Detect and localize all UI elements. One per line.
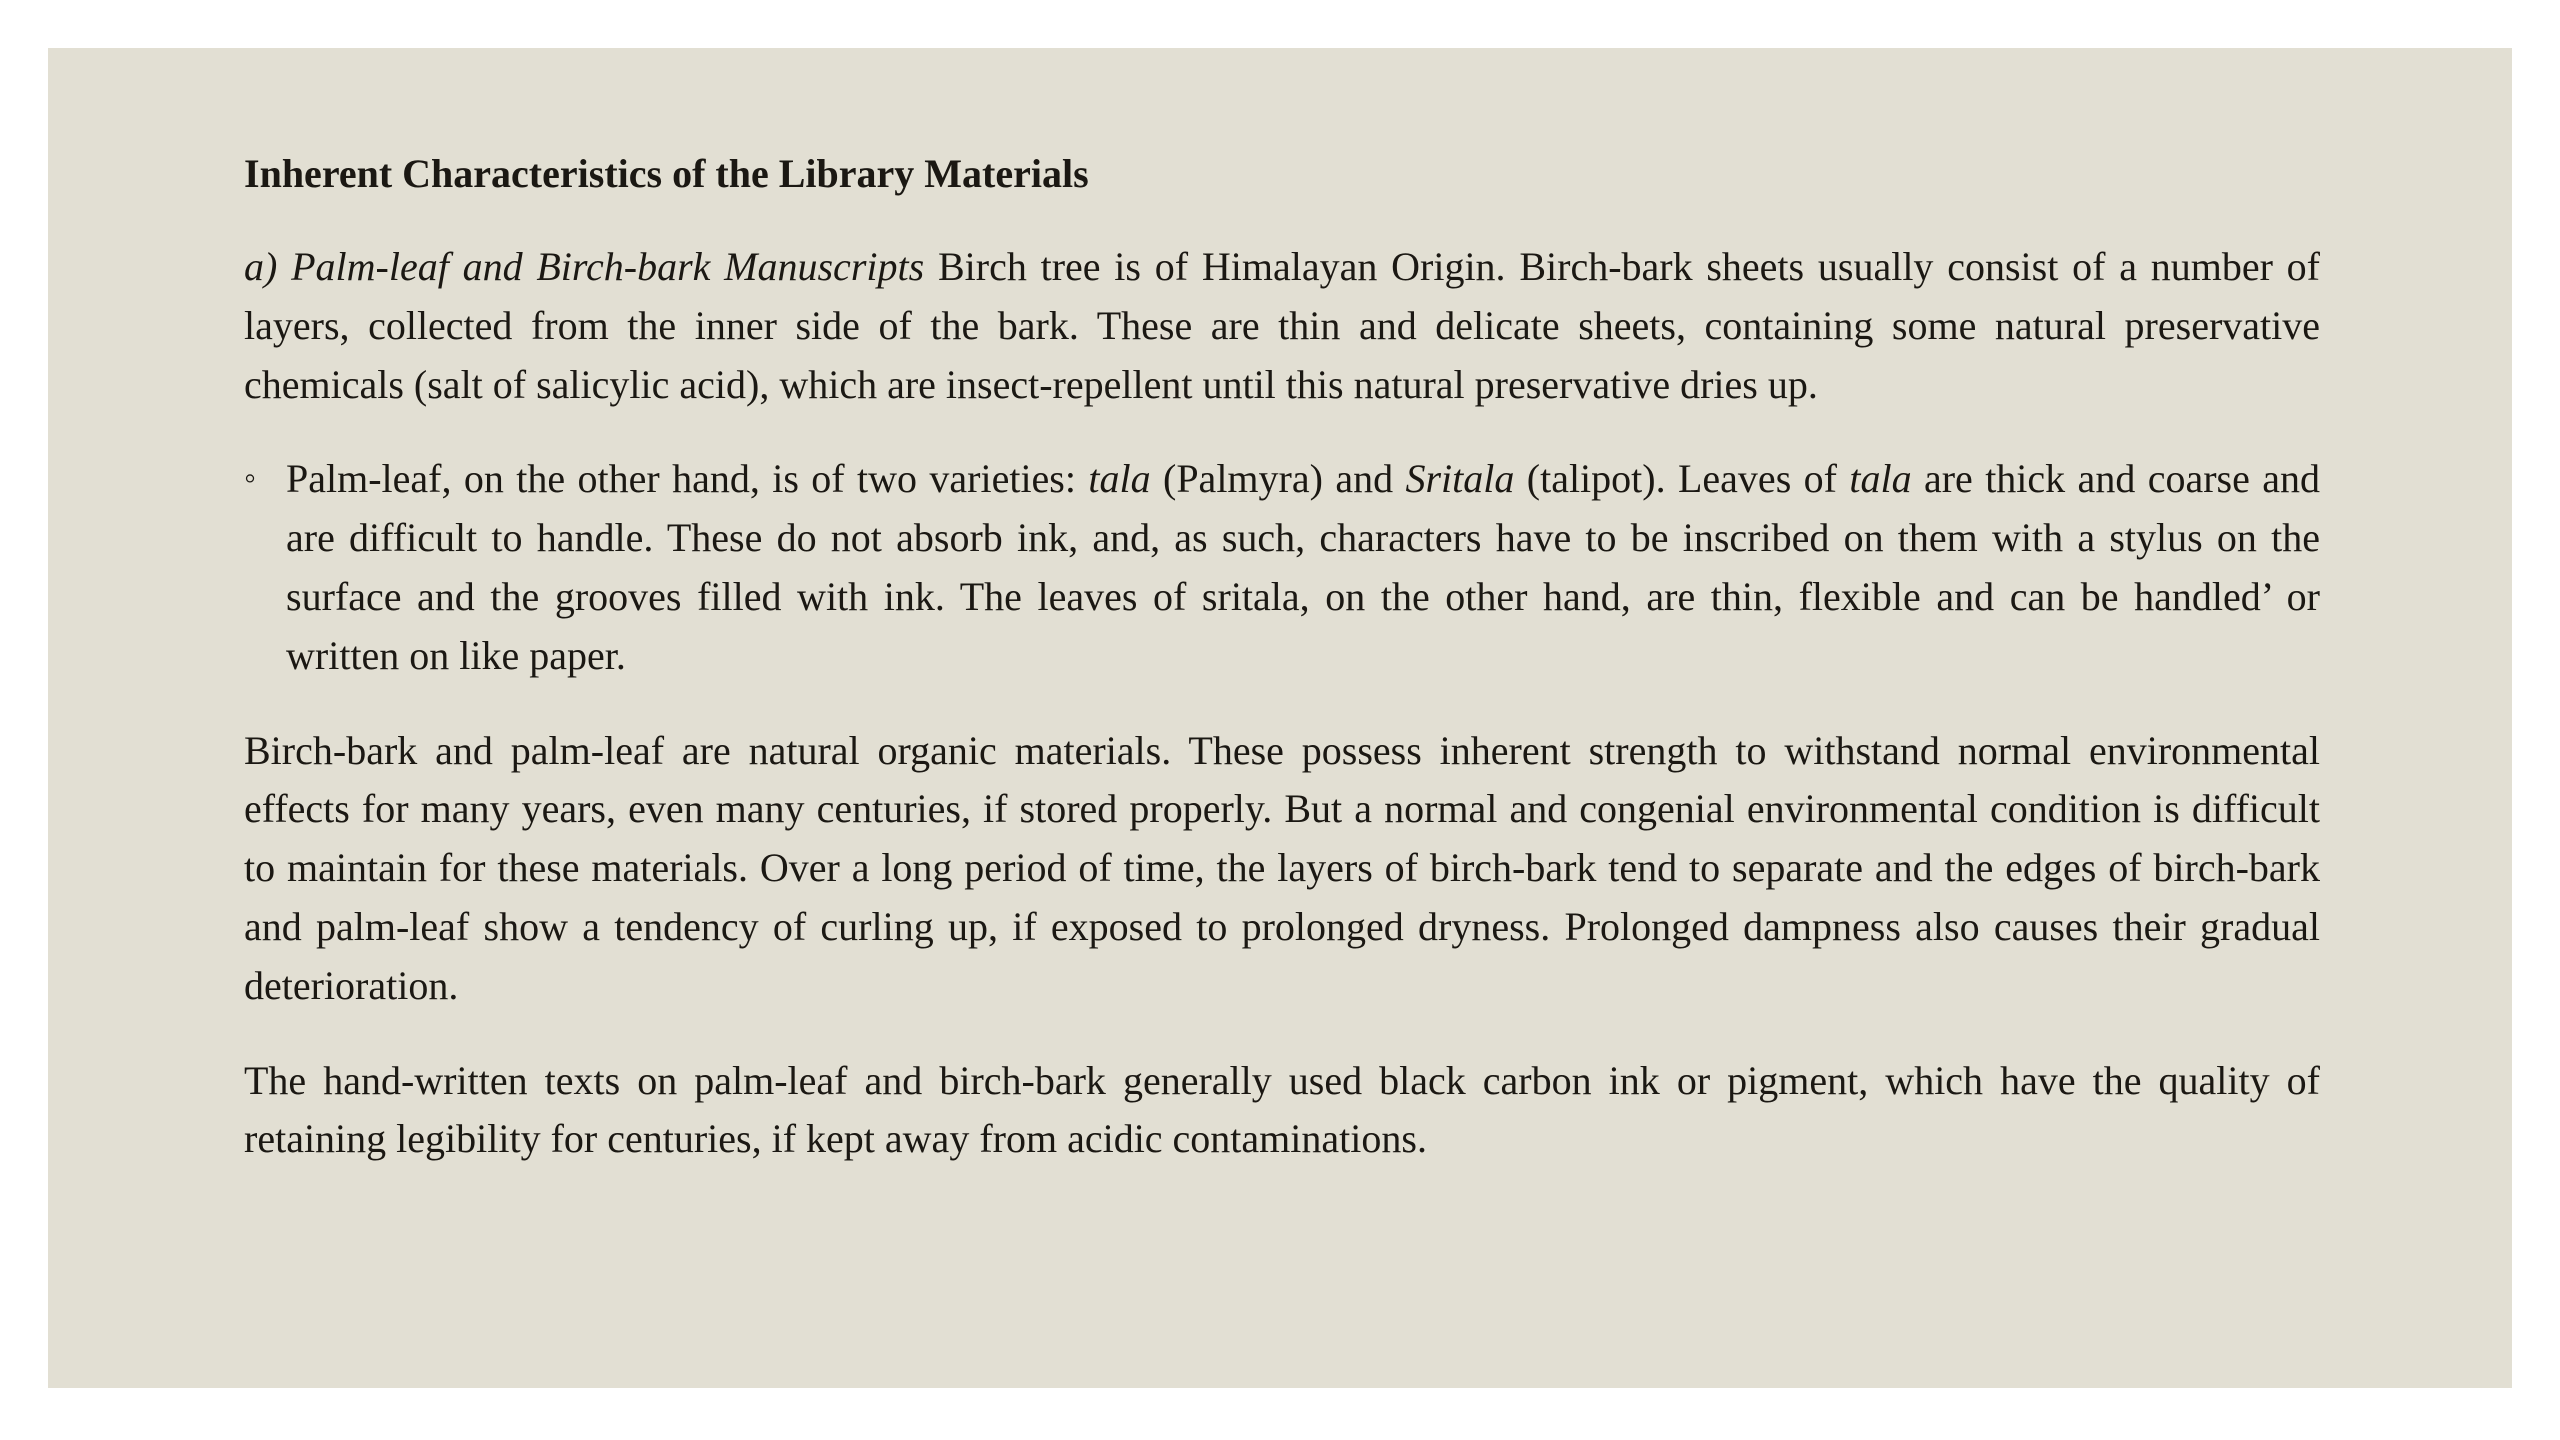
document-content: [244, 148, 2320, 1205]
paragraph-intro: [244, 238, 2320, 414]
bullet-text-segment: Palm-leaf, on the other hand, is of two varieties:: [286, 456, 1089, 502]
bullet-icon: ◦: [244, 460, 257, 498]
bullet-text-segment-italic: tala: [1849, 456, 1912, 502]
document-page: [48, 48, 2512, 1388]
paragraph-intro-lead-italic: a) Palm-leaf and Birch-bark Manuscripts: [244, 244, 925, 289]
bullet-text-segment: (Palmyra) and: [1150, 456, 1406, 502]
paragraph-organic-materials: Birch-bark and palm-leaf are natural organic materials. These possess inherent strength to withstand normal environmental effects for many years, even many centuries, if stored properly. But a normal and congenial environmental condition is difficult to maintain for these materials. Over a long period of time, the layers of birch-bark tend to separate and the edges of birch-bark and palm-leaf show a tendency of curling up, if exposed to prolonged dryness. Prolonged dampness also causes their gradual deterioration.: [244, 727, 2320, 1008]
paragraph-intro-body: Birch tree is of Himalayan Origin. Birch-bark sheets usually consist of a number of layers, collected from the inner side of the bark. These are thin and delicate sheets, containing some natural preservative chemicals (salt of salicylic acid), which are insect-repellent until this natural preservative dries up.: [244, 244, 2320, 407]
bullet-text-segment: (talipot). Leaves of: [1514, 456, 1850, 502]
bullet-text-segment-italic: tala: [1088, 456, 1151, 502]
bullet-text-segment-italic: Sritala: [1405, 456, 1515, 502]
bullet-list-item: [244, 450, 2320, 685]
bullet-text-segment: are thick and coarse and are difficult to handle. These do not absorb ink, and, as such, characters have to be inscribed on them with a stylus on the surface and the grooves filled with ink. The leaves of sritala, on the other hand, are thin, flexible and can be handled’ or written on like paper.: [286, 456, 2320, 678]
section-heading: Inherent Characteristics of the Library Materials: [244, 151, 1089, 196]
paragraph-ink-legibility: The hand-written texts on palm-leaf and birch-bark generally used black carbon ink or pigment, which have the quality of retaining legibility for centuries, if kept away from acidic contaminations.: [244, 1057, 2320, 1162]
